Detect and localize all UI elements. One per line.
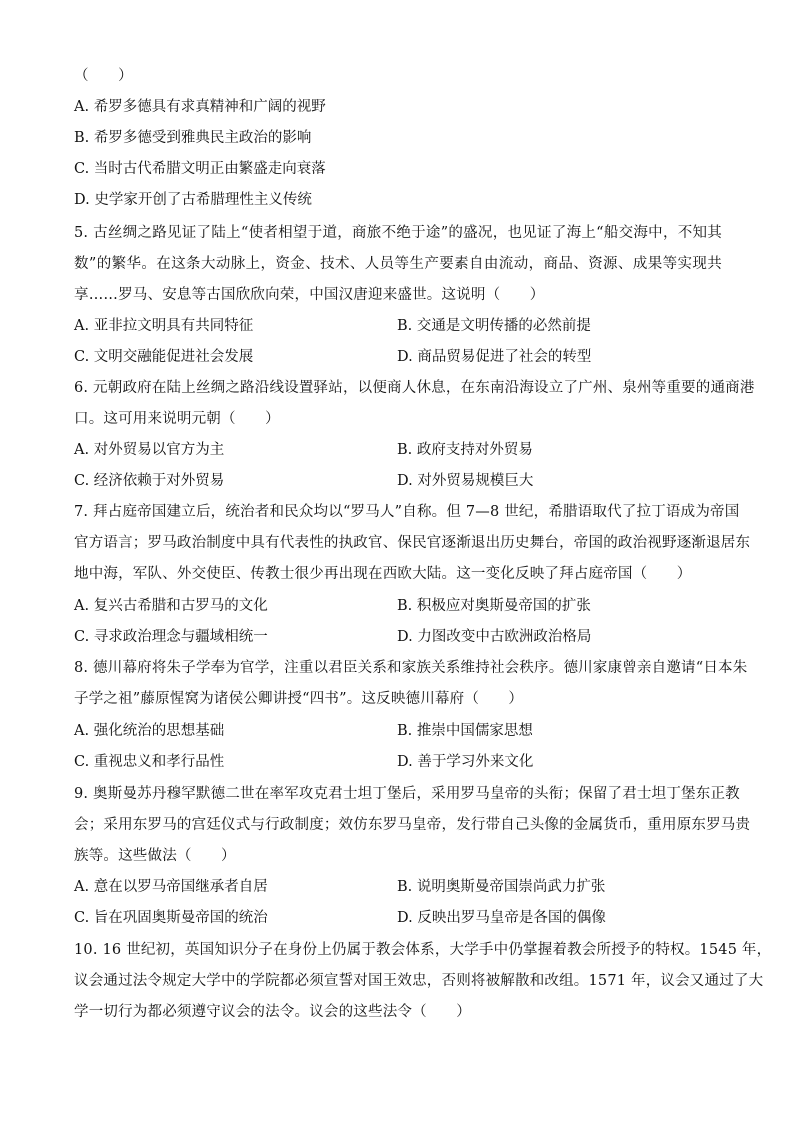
q8-stem-line-2: 子学之祖”藤原惺窝为诸侯公卿讲授“四书”。这反映德川幕府（ ） <box>74 691 524 707</box>
q6-stem-line-2: 口。这可用来说明元朝（ ） <box>74 411 280 427</box>
q6-option-a[interactable]: A. 对外贸易以官方为主 <box>74 442 225 458</box>
q4-option-a[interactable]: A. 希罗多德具有求真精神和广阔的视野 <box>74 99 326 115</box>
q7-option-c[interactable]: C. 寻求政治理念与疆域相统一 <box>74 629 268 645</box>
q8-option-c[interactable]: C. 重视忠义和孝行品性 <box>74 754 225 770</box>
q7-option-d[interactable]: D. 力图改变中古欧洲政治格局 <box>397 629 592 645</box>
q10-stem-line-1: 10. 16 世纪初，英国知识分子在身份上仍属于教会体系，大学手中仍掌握着教会所授予的特权。1545 年， <box>74 942 772 958</box>
q6-option-b[interactable]: B. 政府支持对外贸易 <box>397 442 533 458</box>
q9-stem-line-3: 族等。这些做法（ ） <box>74 848 236 864</box>
q4-option-b[interactable]: B. 希罗多德受到雅典民主政治的影响 <box>74 130 312 146</box>
q7-option-b[interactable]: B. 积极应对奥斯曼帝国的扩张 <box>397 598 591 614</box>
q5-stem-line-2: 数”的繁华。在这条大动脉上，资金、技术、人员等生产要素自由流动，商品、资源、成果等实现共 <box>74 256 722 272</box>
q6-stem-line-1: 6. 元朝政府在陆上丝绸之路沿线设置驿站，以便商人休息，在东南沿海设立了广州、泉州等重要的通商港 <box>74 380 755 396</box>
q5-stem-line-1: 5. 古丝绸之路见证了陆上“使者相望于道，商旅不绝于途”的盛况，也见证了海上“船交海中，不知其 <box>74 225 722 241</box>
q10-stem-line-2: 议会通过法令规定大学中的学院都必须宣誓对国王效忠，否则将被解散和改组。1571 年，议会又通过了大 <box>74 973 764 989</box>
q9-stem-line-1: 9. 奥斯曼苏丹穆罕默德二世在率军攻克君士坦丁堡后，采用罗马皇帝的头衔；保留了君士坦丁堡东正教 <box>74 786 740 802</box>
q9-option-d[interactable]: D. 反映出罗马皇帝是各国的偶像 <box>397 910 606 926</box>
q8-stem-line-1: 8. 德川幕府将朱子学奉为官学，注重以君臣关系和家族关系维持社会秩序。德川家康曾亲自邀请“日本朱 <box>74 660 748 676</box>
q9-option-b[interactable]: B. 说明奥斯曼帝国崇尚武力扩张 <box>397 879 606 895</box>
q4-answer-bracket: （ ） <box>74 68 133 84</box>
q6-option-d[interactable]: D. 对外贸易规模巨大 <box>397 473 534 489</box>
q5-option-a[interactable]: A. 亚非拉文明具有共同特征 <box>74 318 254 334</box>
q8-option-a[interactable]: A. 强化统治的思想基础 <box>74 723 225 739</box>
q5-option-d[interactable]: D. 商品贸易促进了社会的转型 <box>397 349 592 365</box>
q5-stem-line-3: 享……罗马、安息等古国欣欣向荣，中国汉唐迎来盛世。这说明（ ） <box>74 287 545 303</box>
q9-stem-line-2: 会；采用东罗马的宫廷仪式与行政制度；效仿东罗马皇帝，发行带自己头像的金属货币，重用原东罗马贵 <box>74 817 751 833</box>
q5-option-b[interactable]: B. 交通是文明传播的必然前提 <box>397 318 591 334</box>
q7-stem-line-2: 官方语言；罗马政治制度中具有代表性的执政官、保民官逐渐退出历史舞台，帝国的政治视野逐渐退居东 <box>74 535 751 551</box>
q4-option-c[interactable]: C. 当时古代希腊文明正由繁盛走向衰落 <box>74 161 326 177</box>
q8-option-b[interactable]: B. 推崇中国儒家思想 <box>397 723 533 739</box>
q7-option-a[interactable]: A. 复兴古希腊和古罗马的文化 <box>74 598 268 614</box>
q7-stem-line-1: 7. 拜占庭帝国建立后，统治者和民众均以“罗马人”自称。但 7—8 世纪，希腊语取代了拉丁语成为帝国 <box>74 504 740 520</box>
q10-stem-line-3: 学一切行为都必须遵守议会的法令。议会的这些法令（ ） <box>74 1004 471 1020</box>
q8-option-d[interactable]: D. 善于学习外来文化 <box>397 754 534 770</box>
q6-option-c[interactable]: C. 经济依赖于对外贸易 <box>74 473 225 489</box>
q9-option-a[interactable]: A. 意在以罗马帝国继承者自居 <box>74 879 268 895</box>
q5-option-c[interactable]: C. 文明交融能促进社会发展 <box>74 349 254 365</box>
q9-option-c[interactable]: C. 旨在巩固奥斯曼帝国的统治 <box>74 910 268 926</box>
q4-option-d[interactable]: D. 史学家开创了古希腊理性主义传统 <box>74 192 312 208</box>
q7-stem-line-3: 地中海，军队、外交使臣、传教士很少再出现在西欧大陆。这一变化反映了拜占庭帝国（ ） <box>74 566 692 582</box>
